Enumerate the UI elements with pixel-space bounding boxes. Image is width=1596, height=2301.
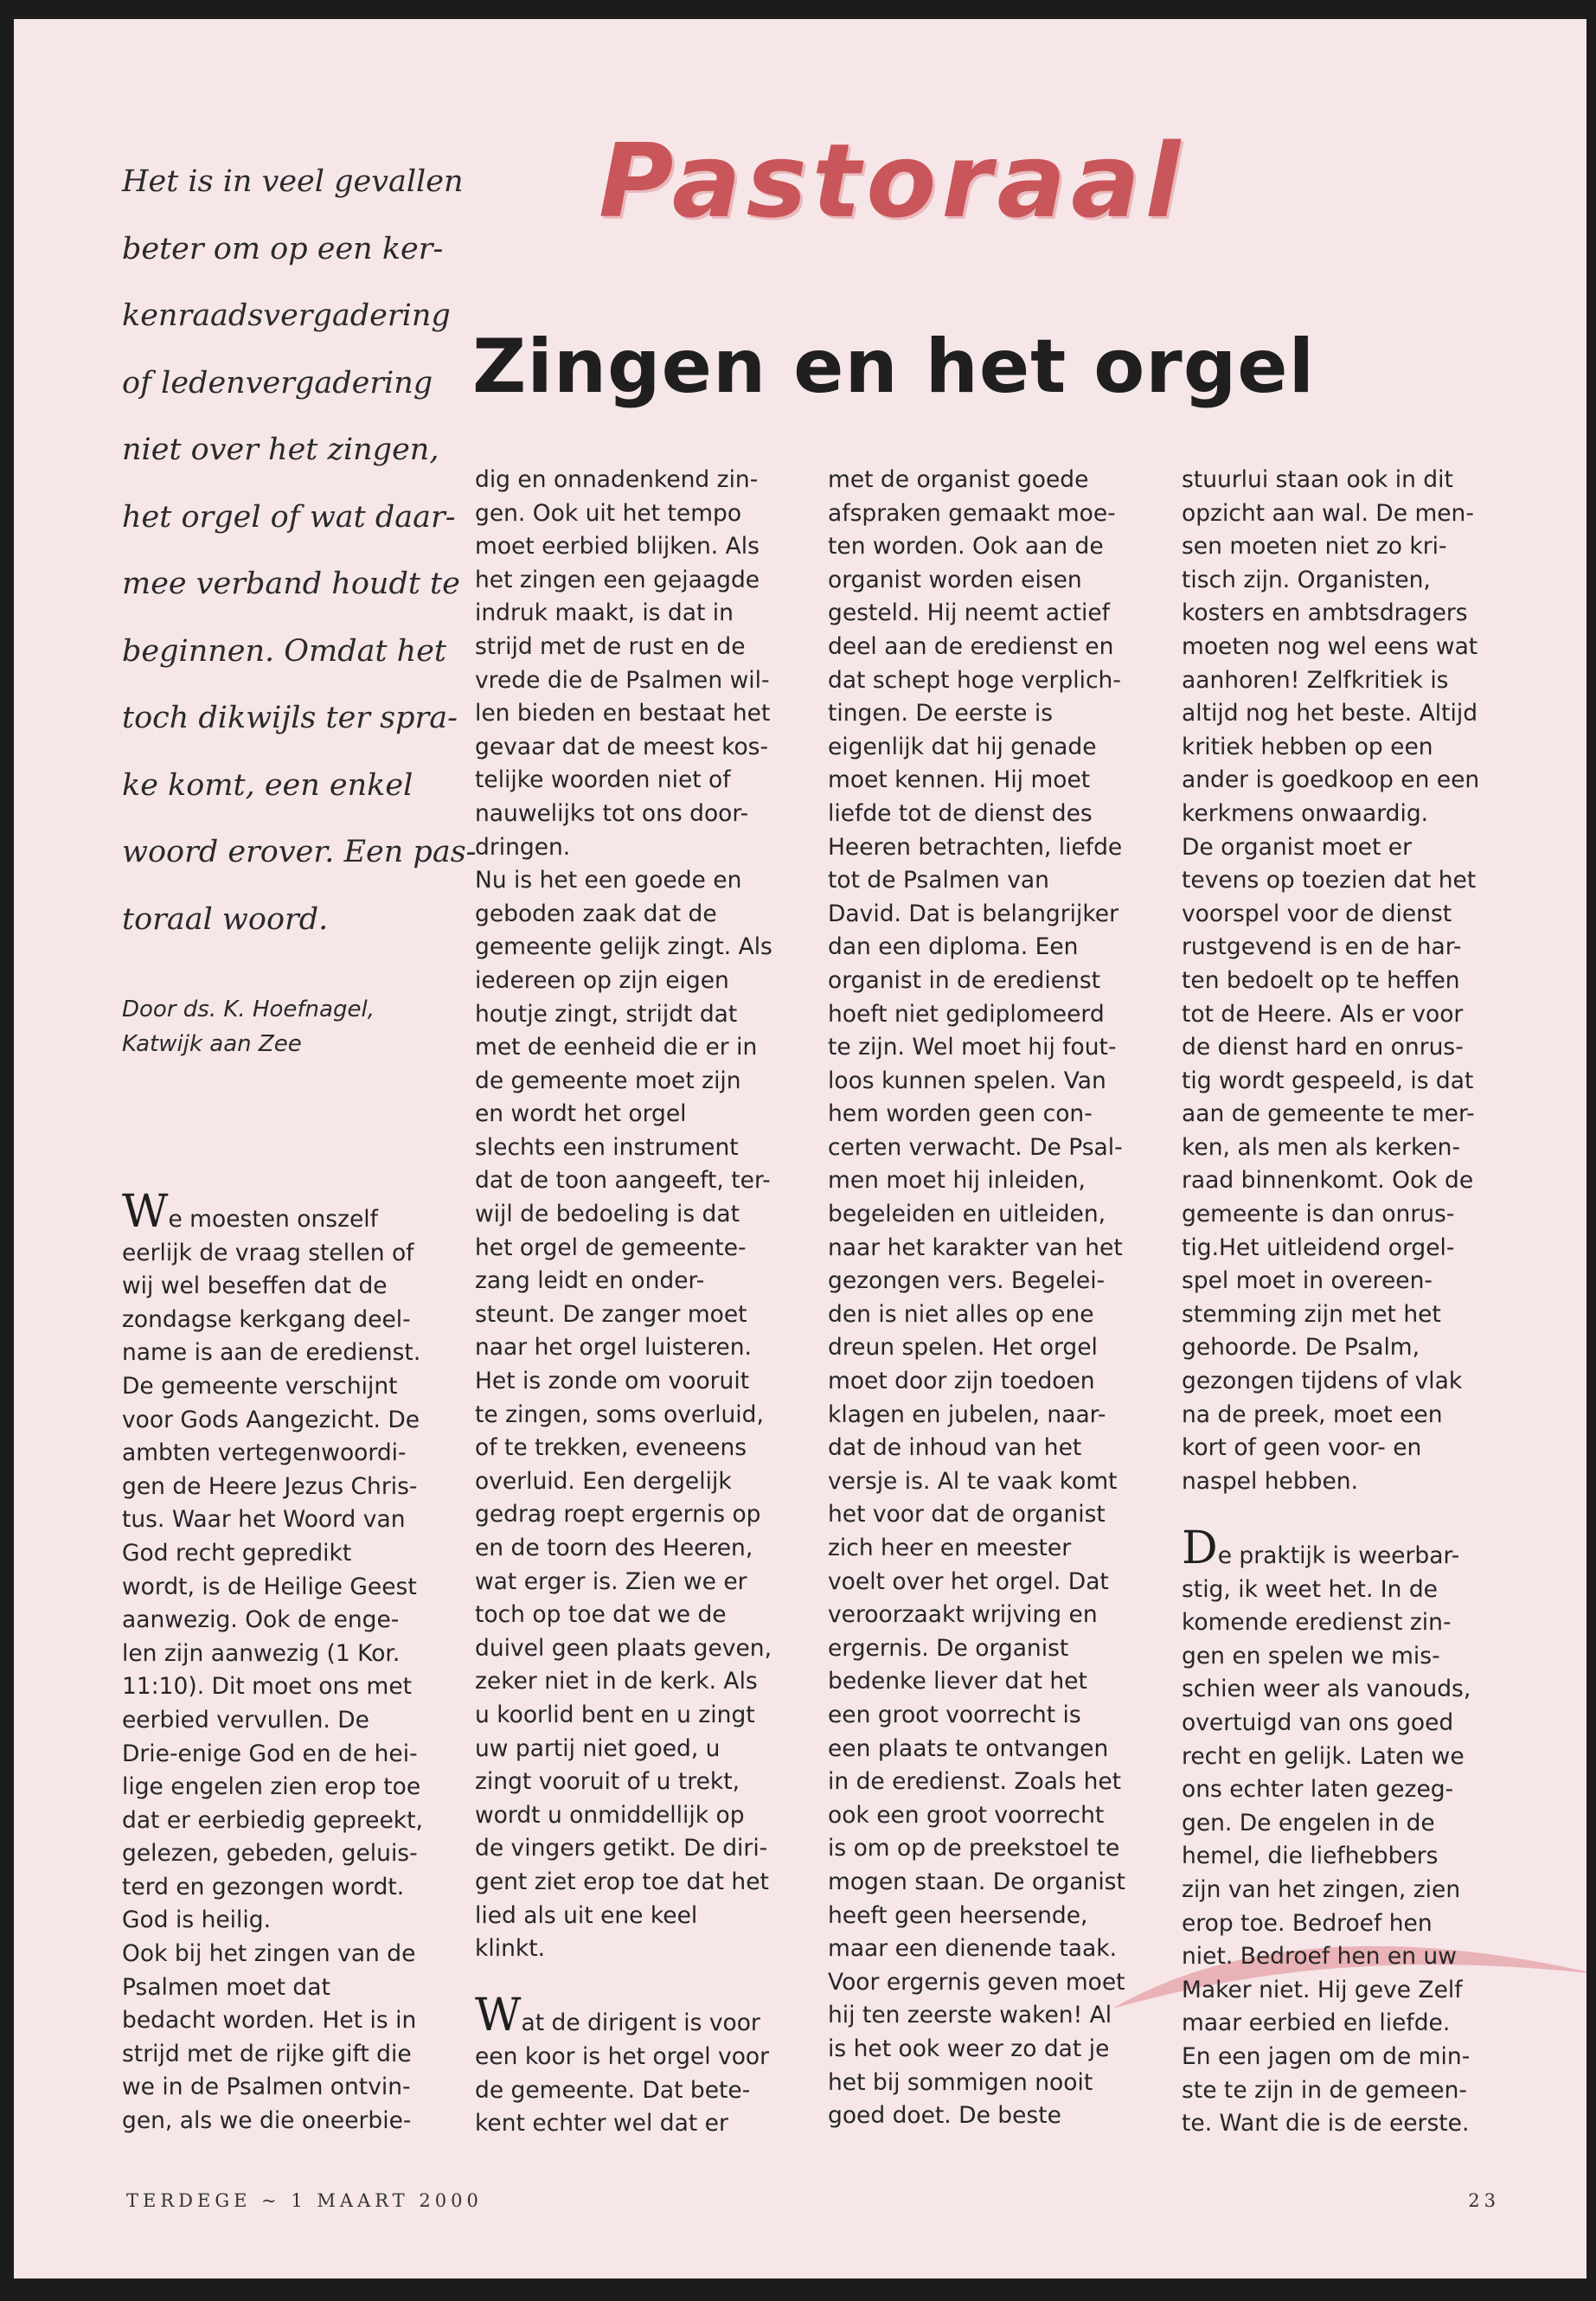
text-line: aan de gemeente te mer- xyxy=(1182,1100,1475,1128)
text-line: te. Want die is de eerste. xyxy=(1182,2110,1470,2138)
intro-line: toraal woord. xyxy=(122,901,329,937)
text-line: moeten nog wel eens wat xyxy=(1182,632,1478,660)
text-line: God recht gepredikt xyxy=(122,1539,352,1567)
text-line: kerkmens onwaardig. xyxy=(1182,799,1429,827)
text-line: we in de Psalmen ontvin- xyxy=(122,2073,411,2101)
text-line: zang leidt en onder- xyxy=(475,1267,705,1295)
article-headline: Zingen en het orgel xyxy=(472,324,1316,410)
text-line: e moesten onszelf xyxy=(168,1206,378,1233)
text-line: voor Gods Aangezicht. De xyxy=(122,1406,420,1433)
text-line: het bij sommigen nooit xyxy=(828,2068,1093,2096)
text-line: kritiek hebben op een xyxy=(1182,733,1433,760)
text-line: lige engelen zien erop toe xyxy=(122,1773,421,1801)
text-line: zijn van het zingen, zien xyxy=(1182,1875,1461,1903)
text-line: moet kennen. Hij moet xyxy=(828,766,1091,794)
text-line: te zijn. Wel moet hij fout- xyxy=(828,1034,1117,1061)
text-line: gemeente gelijk zingt. Als xyxy=(475,933,772,961)
text-line: dig en onnadenkend zin- xyxy=(475,466,759,493)
text-line: gen en spelen we mis- xyxy=(1182,1642,1440,1670)
text-line: iedereen op zijn eigen xyxy=(475,966,729,994)
text-line: De gemeente verschijnt xyxy=(122,1372,398,1400)
intro-line: of ledenvergadering xyxy=(122,365,433,401)
text-line: dringen. xyxy=(475,833,571,861)
text-line: eigenlijk dat hij genade xyxy=(828,733,1097,760)
text-line: erop toe. Bedroef hen xyxy=(1182,1909,1433,1937)
text-line: eerbied vervullen. De xyxy=(122,1706,369,1734)
byline-author: Door ds. K. Hoefnagel, xyxy=(122,997,375,1022)
text-line: u koorlid bent en u zingt xyxy=(475,1701,755,1728)
text-line: gen. De engelen in de xyxy=(1182,1809,1435,1836)
body-column-3 xyxy=(828,464,1125,2133)
text-line: toch op toe dat we de xyxy=(475,1601,727,1629)
text-line: naar het karakter van het xyxy=(828,1234,1123,1261)
text-line: gedrag roept ergernis op xyxy=(475,1501,761,1529)
text-line: zeker niet in de kerk. Als xyxy=(475,1668,758,1695)
magazine-page xyxy=(14,19,1586,2279)
text-line: dat de inhoud van het xyxy=(828,1434,1082,1462)
text-line: dat de toon aangeeft, ter- xyxy=(475,1167,771,1195)
text-line: gehoorde. De Psalm, xyxy=(1182,1334,1420,1362)
intro-line: kenraadsvergadering xyxy=(122,298,451,333)
drop-cap: D xyxy=(1182,1522,1218,1574)
text-line: geboden zaak dat de xyxy=(475,900,717,927)
text-line: tingen. De eerste is xyxy=(828,700,1054,727)
text-line: ambten vertegenwoordi- xyxy=(122,1439,407,1467)
text-line: de dienst hard en onrus- xyxy=(1182,1034,1464,1061)
text-line: zingt vooruit of u trekt, xyxy=(475,1768,740,1796)
text-line: gezongen vers. Begelei- xyxy=(828,1267,1106,1295)
intro-line: beter om op een ker- xyxy=(122,231,444,266)
text-line: sen moeten niet zo kri- xyxy=(1182,533,1447,561)
paragraph-opening xyxy=(475,1990,772,2042)
text-line: recht en gelijk. Laten we xyxy=(1182,1742,1465,1770)
paragraph-opening xyxy=(1182,1522,1479,1574)
text-line: ten worden. Ook aan de xyxy=(828,533,1104,561)
text-line: gezongen tijdens of vlak xyxy=(1182,1368,1463,1395)
text-line: dat er eerbiedig gepreekt, xyxy=(122,1806,423,1834)
text-line: het zingen een gejaagde xyxy=(475,566,760,593)
text-line: bedacht worden. Het is in xyxy=(122,2007,417,2035)
text-line: tig wordt gespeeld, is dat xyxy=(1182,1067,1474,1094)
text-line: lied als uit ene keel xyxy=(475,1901,698,1929)
text-line: ken, als men als kerken- xyxy=(1182,1133,1461,1161)
intro-line: ke komt, een enkel xyxy=(122,767,413,803)
text-line: vrede die de Psalmen wil- xyxy=(475,666,770,694)
text-line: hoeft niet gediplomeerd xyxy=(828,1000,1105,1028)
text-line: duivel geen plaats geven, xyxy=(475,1634,772,1662)
text-line: organist in de eredienst xyxy=(828,966,1101,994)
drop-cap: W xyxy=(475,1990,522,2042)
text-line: versje is. Al te vaak komt xyxy=(828,1467,1118,1495)
text-line: strijd met de rust en de xyxy=(475,632,746,660)
intro-line: toch dikwijls ter spra- xyxy=(122,701,458,735)
text-line: de gemeente moet zijn xyxy=(475,1067,741,1094)
text-line: begeleiden en uitleiden, xyxy=(828,1201,1106,1228)
text-line: zondagse kerkgang deel- xyxy=(122,1305,411,1333)
text-line: afspraken gemaakt moe- xyxy=(828,499,1116,527)
text-line: bedenke liever dat het xyxy=(828,1668,1087,1695)
text-line: gemeente is dan onrus- xyxy=(1182,1201,1455,1228)
text-line: te zingen, soms overluid, xyxy=(475,1400,764,1428)
text-line: een koor is het orgel voor xyxy=(475,2042,770,2070)
text-line: liefde tot de dienst des xyxy=(828,799,1093,827)
text-line: komende eredienst zin- xyxy=(1182,1609,1452,1637)
text-line: wat erger is. Zien we er xyxy=(475,1567,747,1595)
text-line: ons echter laten gezeg- xyxy=(1182,1776,1454,1804)
text-line: uw partij niet goed, u xyxy=(475,1734,721,1762)
text-line: met de organist goede xyxy=(828,466,1089,493)
text-line: veroorzaakt wrijving en xyxy=(828,1601,1098,1629)
text-line: stemming zijn met het xyxy=(1182,1300,1441,1328)
intro-line: beginnen. Omdat het xyxy=(122,633,446,669)
text-line: nauwelijks tot ons door- xyxy=(475,799,749,827)
text-line: eerlijk de vraag stellen of xyxy=(122,1239,414,1266)
text-line: telijke woorden niet of xyxy=(475,766,731,794)
text-line: tot de Heere. Als er voor xyxy=(1182,1000,1464,1028)
text-line: Drie-enige God en de hei- xyxy=(122,1740,418,1767)
text-line: aanwezig. Ook de enge- xyxy=(122,1606,400,1634)
text-line: altijd nog het beste. Altijd xyxy=(1182,700,1478,727)
text-line: gent ziet erop toe dat het xyxy=(475,1868,769,1895)
text-line: moet eerbied blijken. Als xyxy=(475,533,760,561)
text-line: is om op de preekstoel te xyxy=(828,1835,1120,1862)
text-line: name is aan de eredienst. xyxy=(122,1339,421,1367)
text-line: e praktijk is weerbar- xyxy=(1217,1542,1460,1569)
text-line: strijd met de rijke gift die xyxy=(122,2040,412,2067)
text-line: tevens op toezien dat het xyxy=(1182,867,1477,894)
text-line: tot de Psalmen van xyxy=(828,867,1049,894)
text-line: ergernis. De organist xyxy=(828,1634,1069,1662)
text-line: een groot voorrecht is xyxy=(828,1701,1081,1728)
text-line: organist worden eisen xyxy=(828,566,1082,593)
text-line: schien weer als vanouds, xyxy=(1182,1676,1471,1703)
text-line: gen de Heere Jezus Chris- xyxy=(122,1472,418,1500)
text-line: steunt. De zanger moet xyxy=(475,1300,747,1328)
text-line: goed doet. De beste xyxy=(828,2102,1061,2130)
text-line: hemel, die liefhebbers xyxy=(1182,1843,1439,1870)
text-line: David. Dat is belangrijker xyxy=(828,900,1118,927)
text-line: gelezen, gebeden, geluis- xyxy=(122,1840,418,1868)
text-line: overtuigd van ons goed xyxy=(1182,1708,1454,1736)
text-line: gesteld. Hij neemt actief xyxy=(828,599,1110,627)
text-line: voorspel voor de dienst xyxy=(1182,900,1452,927)
text-line: raad binnenkomt. Ook de xyxy=(1182,1167,1474,1195)
text-line: gevaar dat de meest kos- xyxy=(475,733,769,760)
text-line: mogen staan. De organist xyxy=(828,1868,1125,1895)
text-line: klagen en jubelen, naar- xyxy=(828,1400,1106,1428)
page-number: 23 xyxy=(1468,2190,1500,2211)
text-line: de vingers getikt. De diri- xyxy=(475,1835,768,1862)
text-line: spel moet in overeen- xyxy=(1182,1267,1433,1295)
intro-line: Het is in veel gevallen xyxy=(122,164,464,199)
text-line: terd en gezongen wordt. xyxy=(122,1873,405,1900)
text-line: len bieden en bestaat het xyxy=(475,700,771,727)
text-line: het voor dat de organist xyxy=(828,1501,1106,1529)
text-line: Nu is het een goede en xyxy=(475,867,742,894)
intro-line: woord erover. Een pas- xyxy=(122,835,477,869)
text-line: houtje zingt, strijdt dat xyxy=(475,1000,738,1028)
text-line: indruk maakt, is dat in xyxy=(475,599,734,627)
section-title: Pastoraal xyxy=(599,121,1186,240)
text-line: naspel hebben. xyxy=(1182,1467,1359,1495)
text-line: overluid. Een dergelijk xyxy=(475,1467,732,1495)
body-column-2 xyxy=(475,464,772,2141)
intro-line: mee verband houdt te xyxy=(122,567,460,601)
text-line: Psalmen moet dat xyxy=(122,1973,330,2001)
text-line: dreun spelen. Het orgel xyxy=(828,1334,1098,1362)
intro-text xyxy=(122,149,477,953)
text-line: moet door zijn toedoen xyxy=(828,1368,1095,1395)
text-line: voelt over het orgel. Dat xyxy=(828,1567,1109,1595)
text-line: heeft geen heersende, xyxy=(828,1901,1088,1929)
text-line: aanhoren! Zelfkritiek is xyxy=(1182,666,1449,694)
text-line: men moet hij inleiden, xyxy=(828,1167,1086,1195)
text-line: kort of geen voor- en xyxy=(1182,1434,1422,1462)
text-line: rustgevend is en de har- xyxy=(1182,933,1462,961)
text-line: De organist moet er xyxy=(1182,833,1412,861)
text-line: Maker niet. Hij geve Zelf xyxy=(1182,1976,1463,2003)
text-line: Ook bij het zingen van de xyxy=(122,1940,416,1968)
author-byline xyxy=(122,992,451,1061)
text-line: Het is zonde om vooruit xyxy=(475,1368,750,1395)
intro-line: het orgel of wat daar- xyxy=(122,499,456,535)
body-column-1 xyxy=(122,1186,423,2138)
byline-place: Katwijk aan Zee xyxy=(122,1031,302,1057)
text-line: ten bedoelt op te heffen xyxy=(1182,966,1460,994)
text-line: slechts een instrument xyxy=(475,1133,739,1161)
text-line: maar eerbied en liefde. xyxy=(1182,2009,1451,2037)
text-line: klinkt. xyxy=(475,1935,546,1963)
text-line: den is niet alles op ene xyxy=(828,1300,1094,1328)
text-line: naar het orgel luisteren. xyxy=(475,1334,752,1362)
text-line: dat schept hoge verplich- xyxy=(828,666,1121,694)
text-line: maar een dienende taak. xyxy=(828,1935,1118,1963)
text-line: wordt u onmiddellijk op xyxy=(475,1801,745,1829)
drop-cap: W xyxy=(122,1186,169,1238)
text-line: of te trekken, eveneens xyxy=(475,1434,747,1462)
text-line: tig.Het uitleidend orgel- xyxy=(1182,1234,1455,1261)
text-line: het orgel de gemeente- xyxy=(475,1234,747,1261)
text-line: gen, als we die oneerbie- xyxy=(122,2107,412,2135)
text-line: loos kunnen spelen. Van xyxy=(828,1067,1106,1094)
text-line: deel aan de eredienst en xyxy=(828,632,1114,660)
body-column-4 xyxy=(1182,464,1479,2141)
text-line: ook een groot voorrecht xyxy=(828,1801,1105,1829)
text-line: wordt, is de Heilige Geest xyxy=(122,1573,417,1600)
text-line: gen. Ook uit het tempo xyxy=(475,499,742,527)
text-line: En een jagen om de min- xyxy=(1182,2042,1471,2070)
text-line: at de dirigent is voor xyxy=(521,2009,760,2037)
text-line: wijl de bedoeling is dat xyxy=(475,1201,740,1228)
text-line: met de eenheid die er in xyxy=(475,1034,758,1061)
text-line: tus. Waar het Woord van xyxy=(122,1506,406,1534)
text-line: God is heilig. xyxy=(122,1907,272,1934)
text-line: certen verwacht. De Psal- xyxy=(828,1133,1123,1161)
text-line: tisch zijn. Organisten, xyxy=(1182,566,1431,593)
text-line: een plaats te ontvangen xyxy=(828,1734,1109,1762)
text-line: 11:10). Dit moet ons met xyxy=(122,1673,413,1701)
text-line: ste te zijn in de gemeen- xyxy=(1182,2076,1467,2104)
text-line: zich heer en meester xyxy=(828,1535,1072,1561)
text-line: stig, ik weet het. In de xyxy=(1182,1575,1438,1603)
text-line: stuurlui staan ook in dit xyxy=(1182,466,1453,493)
intro-line: niet over het zingen, xyxy=(122,433,439,467)
text-line: de gemeente. Dat bete- xyxy=(475,2076,751,2104)
text-line: Voor ergernis geven moet xyxy=(828,1968,1125,1996)
text-line: kosters en ambtsdragers xyxy=(1182,599,1468,627)
text-line: len zijn aanwezig (1 Kor. xyxy=(122,1639,401,1667)
text-line: niet. Bedroef hen en uw xyxy=(1182,1943,1457,1971)
text-line: ander is goedkoop en een xyxy=(1182,766,1480,794)
footer-publication: TERDEGE ~ 1 MAART 2000 xyxy=(126,2190,483,2211)
text-line: is het ook weer zo dat je xyxy=(828,2035,1110,2062)
text-line: opzicht aan wal. De men- xyxy=(1182,499,1474,527)
text-line: dan een diploma. Een xyxy=(828,933,1079,961)
text-line: in de eredienst. Zoals het xyxy=(828,1768,1122,1796)
text-line: hij ten zeerste waken! Al xyxy=(828,2002,1112,2029)
text-line: hem worden geen con- xyxy=(828,1100,1093,1128)
text-line: wij wel beseffen dat de xyxy=(122,1272,388,1300)
text-line: kent echter wel dat er xyxy=(475,2110,728,2138)
text-line: na de preek, moet een xyxy=(1182,1400,1443,1428)
text-line: en de toorn des Heeren, xyxy=(475,1535,753,1561)
text-line: Heeren betrachten, liefde xyxy=(828,833,1123,861)
paragraph-gap xyxy=(1182,1498,1479,1532)
text-line: en wordt het orgel xyxy=(475,1100,687,1128)
paragraph-opening xyxy=(122,1186,423,1238)
